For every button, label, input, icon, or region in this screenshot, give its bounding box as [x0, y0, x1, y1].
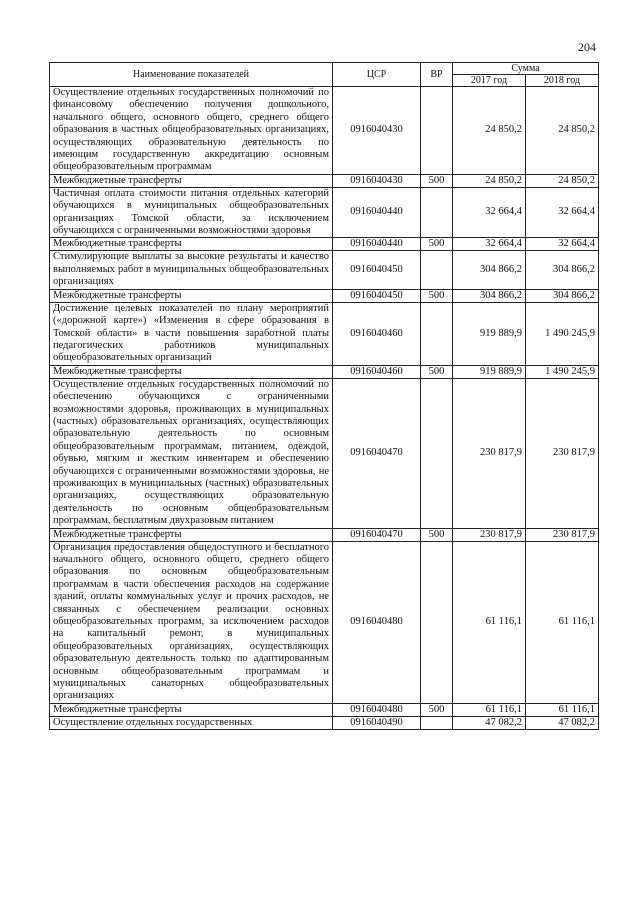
- row-vr-cell: 500: [421, 365, 453, 378]
- table-row: [50, 378, 599, 528]
- row-vr-cell: [421, 302, 453, 365]
- row-csr-cell: 0916040460: [333, 365, 421, 378]
- row-csr-cell: 0916040440: [333, 187, 421, 238]
- table-row: [50, 365, 599, 378]
- row-name-cell: Стимулирующие выплаты за высокие результаты и качество выполняемых работ в муниципальных общеобразовательных организациях: [50, 251, 333, 289]
- row-csr-cell: 0916040460: [333, 302, 421, 365]
- header-csr: ЦСР: [333, 63, 421, 87]
- row-2018-amount-cell: 61 116,1: [526, 703, 599, 716]
- row-2017-amount-cell: 32 664,4: [453, 187, 526, 238]
- row-name-cell: Межбюджетные трансферты: [50, 174, 333, 187]
- row-name-cell: Частичная оплата стоимости питания отдельных категорий обучающихся в муниципальных общеобразовательных организациях Томской области, за исключением обучающихся с ограниченными возможностями здоровья: [50, 187, 333, 238]
- row-name-cell: Межбюджетные трансферты: [50, 238, 333, 251]
- row-2018-amount-cell: 24 850,2: [526, 87, 599, 175]
- table-row: [50, 187, 599, 238]
- row-2017-amount-cell: 61 116,1: [453, 703, 526, 716]
- row-2018-amount-cell: 1 490 245,9: [526, 302, 599, 365]
- row-vr-cell: [421, 251, 453, 289]
- header-year-2017: 2017 год: [453, 75, 526, 87]
- row-2018-amount-cell: 32 664,4: [526, 238, 599, 251]
- row-2017-amount-cell: 919 889,9: [453, 365, 526, 378]
- row-vr-cell: [421, 378, 453, 528]
- row-csr-cell: 0916040470: [333, 378, 421, 528]
- row-vr-cell: 500: [421, 174, 453, 187]
- row-2018-amount-cell: 1 490 245,9: [526, 365, 599, 378]
- header-name: Наименование показателей: [50, 63, 333, 87]
- row-name-cell: Достижение целевых показателей по плану мероприятий («дорожной карте») «Изменения в сфере образования в Томской области» в части повышения заработной платы педагогических работников муниципальных общеобразовательных организаций: [50, 302, 333, 365]
- table-row: [50, 528, 599, 541]
- page-number: 204: [578, 40, 596, 54]
- row-name-cell: Межбюджетные трансферты: [50, 289, 333, 302]
- row-csr-cell: 0916040450: [333, 289, 421, 302]
- row-2017-amount-cell: 230 817,9: [453, 528, 526, 541]
- table-body: [50, 87, 599, 730]
- row-vr-cell: 500: [421, 289, 453, 302]
- row-2018-amount-cell: 304 866,2: [526, 289, 599, 302]
- row-name-cell: Осуществление отдельных государственных полномочий по финансовому обеспечению получения дошкольного, начального общего, основного общего, среднего общего образования в частных общеобразовательных организациях, осуществляющих образовательную деятельность по имеющим государственную аккредитацию основным общеобразовательным программам: [50, 87, 333, 175]
- row-2017-amount-cell: 230 817,9: [453, 378, 526, 528]
- row-vr-cell: 500: [421, 528, 453, 541]
- row-2017-amount-cell: 32 664,4: [453, 238, 526, 251]
- row-csr-cell: 0916040480: [333, 541, 421, 703]
- row-2018-amount-cell: 304 866,2: [526, 251, 599, 289]
- budget-table: [49, 62, 599, 730]
- row-name-cell: Межбюджетные трансферты: [50, 703, 333, 716]
- row-2017-amount-cell: 919 889,9: [453, 302, 526, 365]
- header-year-2018: 2018 год: [526, 75, 599, 87]
- row-vr-cell: [421, 716, 453, 729]
- row-csr-cell: 0916040480: [333, 703, 421, 716]
- row-name-cell: Осуществление отдельных государственных: [50, 716, 333, 729]
- row-name-cell: Межбюджетные трансферты: [50, 365, 333, 378]
- header-sum: Сумма: [453, 63, 599, 75]
- row-2018-amount-cell: 230 817,9: [526, 528, 599, 541]
- row-name-cell: Осуществление отдельных государственных полномочий по обеспечению обучающихся с ограниченными возможностями здоровья, проживающих в муниципальных (частных) образовательных организациях, осуществляющих образовательную деятельность по основным общеобразовательным программам, питанием, одеждой, обувью, мягким и жестким инвентарем и обеспечению обучающихся с ограниченными возможностями здоровья, не проживающих в муниципальных (частных) образовательных организациях, осуществляющих образовательную деятельность по основным общеобразовательным программам, бесплатным двухразовым питанием: [50, 378, 333, 528]
- row-csr-cell: 0916040430: [333, 174, 421, 187]
- table-row: [50, 541, 599, 703]
- row-name-cell: Организация предоставления общедоступного и бесплатного начального общего, основного общего, среднего общего образования по основным общеобразовательным программам в части обеспечения расходов на содержание зданий, оплаты коммунальных услуг и прочих расходов, не связанных с обеспечением реализации основных общеобразовательных программ, за исключением расходов на капитальный ремонт, в муниципальных общеобразовательных организациях, осуществляющих образовательную деятельность только по адаптированным основным общеобразовательным программам и муниципальных санаторных общеобразовательных организациях: [50, 541, 333, 703]
- row-2017-amount-cell: 304 866,2: [453, 289, 526, 302]
- row-vr-cell: [421, 187, 453, 238]
- row-2018-amount-cell: 47 082,2: [526, 716, 599, 729]
- row-2018-amount-cell: 230 817,9: [526, 378, 599, 528]
- row-csr-cell: 0916040470: [333, 528, 421, 541]
- row-vr-cell: 500: [421, 238, 453, 251]
- table-row: [50, 174, 599, 187]
- row-2018-amount-cell: 61 116,1: [526, 541, 599, 703]
- row-2018-amount-cell: 24 850,2: [526, 174, 599, 187]
- row-csr-cell: 0916040430: [333, 87, 421, 175]
- row-csr-cell: 0916040450: [333, 251, 421, 289]
- row-2017-amount-cell: 304 866,2: [453, 251, 526, 289]
- row-2017-amount-cell: 47 082,2: [453, 716, 526, 729]
- table-row: [50, 716, 599, 729]
- row-2017-amount-cell: 61 116,1: [453, 541, 526, 703]
- header-vr: ВР: [421, 63, 453, 87]
- row-vr-cell: [421, 541, 453, 703]
- row-csr-cell: 0916040440: [333, 238, 421, 251]
- row-2018-amount-cell: 32 664,4: [526, 187, 599, 238]
- table-row: [50, 251, 599, 289]
- row-name-cell: Межбюджетные трансферты: [50, 528, 333, 541]
- table-row: [50, 87, 599, 175]
- row-vr-cell: 500: [421, 703, 453, 716]
- row-csr-cell: 0916040490: [333, 716, 421, 729]
- row-vr-cell: [421, 87, 453, 175]
- table-row: [50, 238, 599, 251]
- table-row: [50, 703, 599, 716]
- table-row: [50, 302, 599, 365]
- table-row: [50, 289, 599, 302]
- row-2017-amount-cell: 24 850,2: [453, 87, 526, 175]
- row-2017-amount-cell: 24 850,2: [453, 174, 526, 187]
